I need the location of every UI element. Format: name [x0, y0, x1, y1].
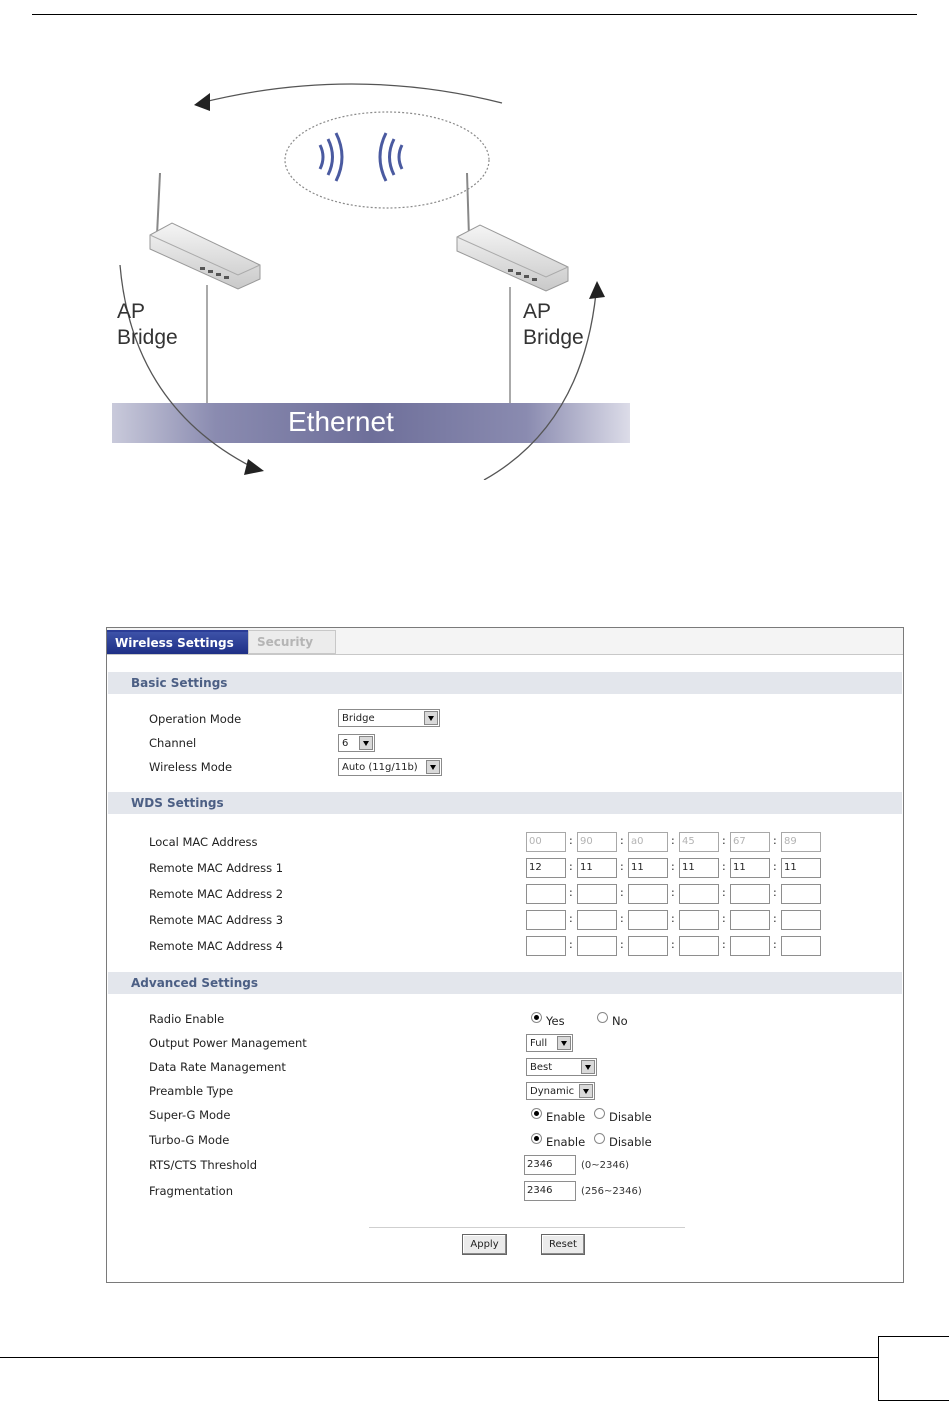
left-ap-label: AP Bridge	[117, 300, 178, 349]
radio-enable-no-radio[interactable]	[597, 1012, 608, 1023]
rts-cts-label: RTS/CTS Threshold	[149, 1158, 258, 1172]
wds-row-label: Remote MAC Address 2	[149, 887, 284, 901]
chevron-down-icon	[581, 1060, 595, 1074]
wds-row-label: Remote MAC Address 3	[149, 913, 284, 927]
ethernet-label: Ethernet	[288, 406, 394, 437]
reset-button[interactable]: Reset	[541, 1234, 585, 1255]
mac-octet-input[interactable]	[577, 884, 617, 904]
turbo-g-enable-radio[interactable]	[531, 1133, 542, 1144]
mac-octet-input[interactable]	[679, 910, 719, 930]
mac-separator: :	[569, 860, 573, 873]
fragmentation-label: Fragmentation	[149, 1184, 234, 1198]
top-arc-arrowhead	[194, 93, 210, 111]
operation-mode-label: Operation Mode	[149, 712, 242, 726]
page-number-box	[878, 1336, 949, 1401]
chevron-down-icon	[579, 1084, 593, 1098]
operation-mode-select[interactable]: Bridge	[338, 709, 440, 727]
preamble-type-label: Preamble Type	[149, 1084, 234, 1098]
left-antenna	[157, 173, 160, 235]
mac-octet-input[interactable]: 12	[526, 858, 566, 878]
advanced-settings-header: Advanced Settings	[108, 972, 902, 994]
preamble-type-select[interactable]: Dynamic	[526, 1082, 595, 1100]
data-rate-select[interactable]: Best	[526, 1058, 597, 1076]
channel-label: Channel	[149, 736, 197, 750]
mac-separator: :	[722, 886, 726, 899]
mac-separator: :	[722, 834, 726, 847]
chevron-down-icon	[424, 711, 438, 725]
mac-separator: :	[773, 886, 777, 899]
ap-bridge-diagram	[112, 75, 630, 480]
mac-separator: :	[620, 834, 624, 847]
tab-wireless-settings[interactable]: Wireless Settings	[107, 630, 253, 654]
mac-octet-input[interactable]	[577, 910, 617, 930]
apply-button[interactable]: Apply	[462, 1234, 507, 1255]
wds-row-label: Remote MAC Address 1	[149, 861, 284, 875]
mac-separator: :	[773, 912, 777, 925]
chevron-down-icon	[557, 1036, 571, 1050]
mac-separator: :	[671, 834, 675, 847]
fragmentation-range: (256~2346)	[581, 1186, 642, 1197]
mac-octet-input[interactable]	[781, 910, 821, 930]
mac-octet-input[interactable]	[781, 936, 821, 956]
wireless-mode-label: Wireless Mode	[149, 760, 233, 774]
right-ap-device	[457, 225, 568, 291]
mac-octet-input: 45	[679, 832, 719, 852]
mac-octet-input[interactable]: 11	[577, 858, 617, 878]
turbo-g-disable-label: Disable	[609, 1135, 652, 1149]
mac-separator: :	[773, 860, 777, 873]
mac-octet-input[interactable]	[679, 884, 719, 904]
mac-separator: :	[773, 938, 777, 951]
channel-select[interactable]: 6	[338, 734, 375, 752]
mac-octet-input[interactable]	[526, 884, 566, 904]
wds-row-label: Local MAC Address	[149, 835, 258, 849]
fragmentation-input[interactable]: 2346	[524, 1181, 576, 1201]
top-rule	[32, 14, 917, 15]
mac-separator: :	[722, 912, 726, 925]
super-g-enable-label: Enable	[546, 1110, 586, 1124]
mac-octet-input: a0	[628, 832, 668, 852]
super-g-disable-radio[interactable]	[594, 1108, 605, 1119]
mac-separator: :	[722, 938, 726, 951]
mac-octet-input[interactable]: 11	[628, 858, 668, 878]
mac-separator: :	[569, 912, 573, 925]
wds-settings-header: WDS Settings	[108, 792, 902, 814]
mac-octet-input[interactable]: 11	[679, 858, 719, 878]
mac-octet-input[interactable]	[730, 910, 770, 930]
mac-octet-input: 67	[730, 832, 770, 852]
right-ap-label: AP Bridge	[523, 300, 584, 349]
mac-octet-input: 90	[577, 832, 617, 852]
tab-bar	[107, 628, 903, 655]
wireless-waves-icon	[320, 133, 402, 181]
mac-separator: :	[671, 886, 675, 899]
mac-separator: :	[671, 912, 675, 925]
bottom-rule	[0, 1357, 880, 1358]
mac-separator: :	[569, 834, 573, 847]
mac-octet-input[interactable]	[526, 936, 566, 956]
bottom-left-arrowhead	[244, 459, 264, 475]
rts-cts-input[interactable]: 2346	[524, 1155, 576, 1175]
mac-octet-input: 00	[526, 832, 566, 852]
turbo-g-disable-radio[interactable]	[594, 1133, 605, 1144]
mac-octet-input[interactable]	[628, 884, 668, 904]
chevron-down-icon	[426, 760, 440, 774]
mac-octet-input[interactable]	[679, 936, 719, 956]
mac-separator: :	[620, 886, 624, 899]
radio-enable-no-label: No	[612, 1014, 628, 1028]
radio-enable-yes-label: Yes	[546, 1014, 565, 1028]
mac-octet-input[interactable]	[730, 936, 770, 956]
mac-separator: :	[620, 938, 624, 951]
mac-octet-input[interactable]: 11	[781, 858, 821, 878]
radio-enable-yes-radio[interactable]	[531, 1012, 542, 1023]
mac-octet-input[interactable]	[577, 936, 617, 956]
mac-octet-input: 89	[781, 832, 821, 852]
turbo-g-enable-label: Enable	[546, 1135, 586, 1149]
mac-separator: :	[773, 834, 777, 847]
left-ap-device	[150, 223, 260, 289]
mac-separator: :	[620, 912, 624, 925]
mac-octet-input[interactable]	[730, 884, 770, 904]
chevron-down-icon	[359, 736, 373, 750]
mac-octet-input[interactable]: 11	[730, 858, 770, 878]
tab-security[interactable]: Security	[248, 630, 336, 654]
wireless-mode-select[interactable]: Auto (11g/11b)	[338, 758, 442, 776]
top-arc	[200, 84, 502, 103]
super-g-enable-radio[interactable]	[531, 1108, 542, 1119]
mac-octet-input[interactable]	[526, 910, 566, 930]
wireless-settings-screen	[106, 627, 904, 1283]
radio-enable-label: Radio Enable	[149, 1012, 225, 1026]
mac-separator: :	[671, 938, 675, 951]
basic-settings-header: Basic Settings	[108, 672, 902, 694]
right-antenna	[467, 173, 469, 237]
rts-cts-range: (0~2346)	[581, 1160, 629, 1171]
mac-octet-input[interactable]	[628, 936, 668, 956]
bottom-right-arrowhead	[589, 281, 605, 299]
mac-octet-input[interactable]	[628, 910, 668, 930]
turbo-g-label: Turbo-G Mode	[149, 1133, 230, 1147]
wds-row-label: Remote MAC Address 4	[149, 939, 284, 953]
super-g-label: Super-G Mode	[149, 1108, 231, 1122]
mac-separator: :	[569, 938, 573, 951]
data-rate-label: Data Rate Management	[149, 1060, 286, 1074]
mac-separator: :	[671, 860, 675, 873]
mac-separator: :	[569, 886, 573, 899]
output-power-label: Output Power Management	[149, 1036, 307, 1050]
output-power-select[interactable]: Full	[526, 1034, 573, 1052]
wireless-link-ellipse	[285, 112, 489, 208]
mac-octet-input[interactable]	[781, 884, 821, 904]
super-g-disable-label: Disable	[609, 1110, 652, 1124]
button-divider	[369, 1227, 685, 1228]
mac-separator: :	[620, 860, 624, 873]
mac-separator: :	[722, 860, 726, 873]
